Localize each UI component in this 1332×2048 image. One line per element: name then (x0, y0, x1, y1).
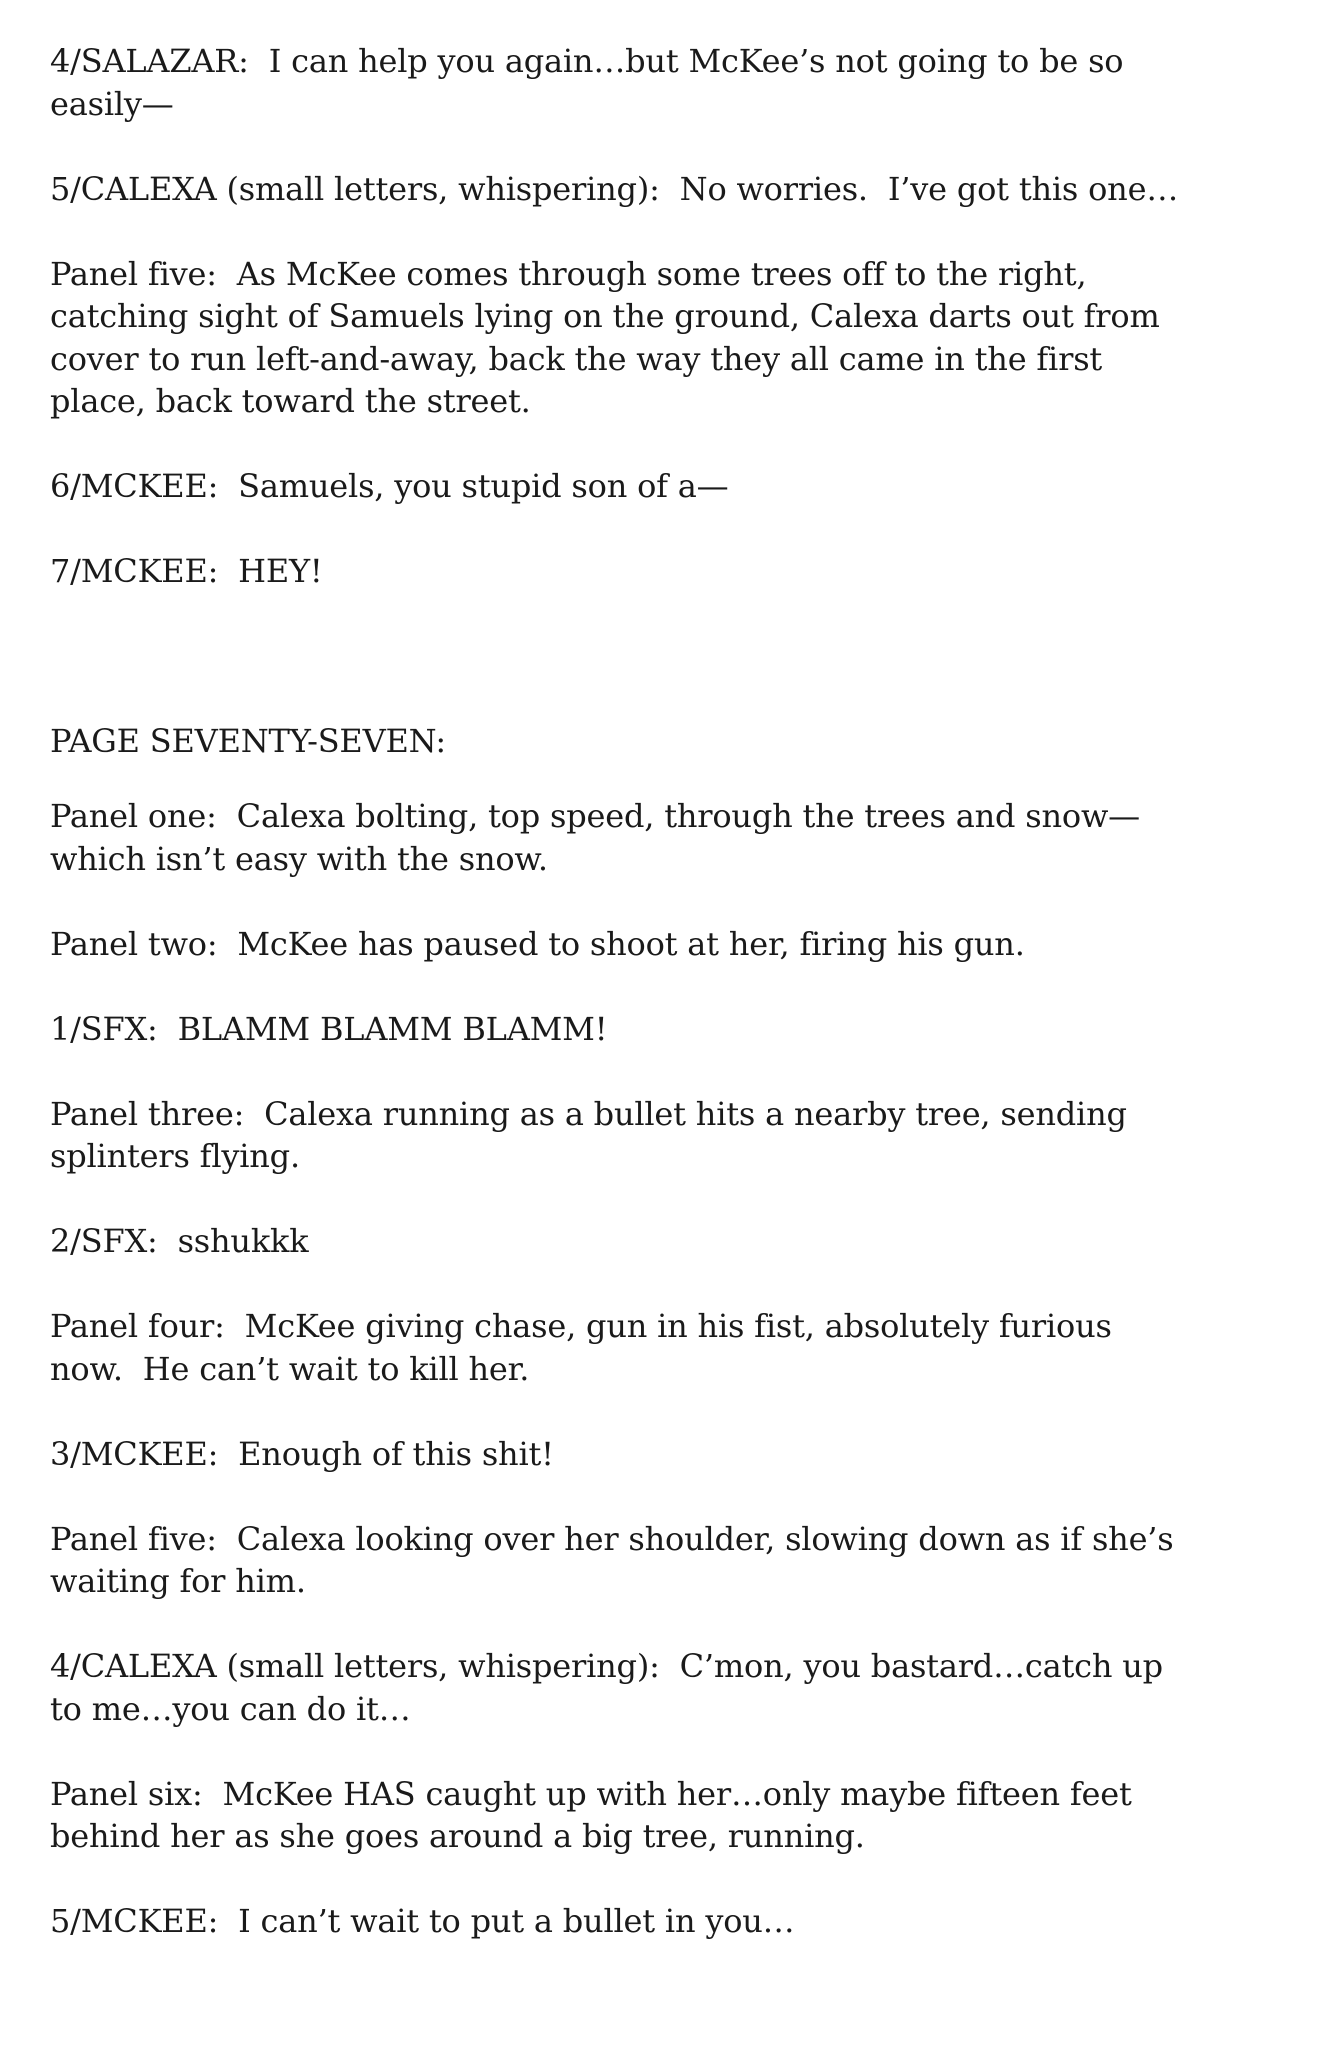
dialogue-mckee-6: 6/MCKEE: Samuels, you stupid son of a— (50, 467, 729, 505)
panel-one-description: Panel one: Calexa bolting, top speed, through the trees and snow—which isn’t easy with the snow. (50, 797, 1140, 878)
dialogue-calexa-5: 5/CALEXA (small letters, whispering): No worries. I’ve got this one… (50, 169, 1179, 208)
panel-five-description-2: Panel five: Calexa looking over her shoulder, slowing down as if she’s waiting for him. (50, 1519, 1184, 1600)
dialogue-salazar-4: 4/SALAZAR: I can help you again…but McKee’s not going to be so easily— (50, 42, 1134, 123)
dialogue-mckee-3: 3/MCKEE: Enough of this shit! (50, 1434, 554, 1473)
panel-four-description: Panel four: McKee giving chase, gun in his fist, absolutely furious now. He can’t wait to kill her. (50, 1307, 1122, 1388)
sfx-1: 1/SFX: BLAMM BLAMM BLAMM! (50, 1009, 608, 1048)
panel-six-description: Panel six: McKee HAS caught up with her…only maybe fifteen feet behind her as she goes around a big tree, running. (50, 1774, 1142, 1855)
dialogue-mckee-7: 7/MCKEE: HEY! (50, 552, 323, 590)
panel-five-description: Panel five: As McKee comes through some trees off to the right, catching sight of Samuels lying on the ground, Calexa darts out from cover to run left-and-away, back the way they all came in the first place, back toward the street. (50, 254, 1170, 420)
dialogue-mckee-5: 5/MCKEE: I can’t wait to put a bullet in you… (50, 1902, 795, 1940)
panel-three-description: Panel three: Calexa running as a bullet hits a nearby tree, sending splinters flying. (50, 1094, 1137, 1175)
script-body (50, 40, 1190, 1985)
sfx-2: 2/SFX: sshukkk (50, 1222, 309, 1260)
dialogue-calexa-4: 4/CALEXA (small letters, whispering): C’mon, you bastard…catch up to me…you can do it… (50, 1647, 1173, 1728)
page-heading: PAGE SEVENTY-SEVEN: (50, 721, 446, 760)
panel-two-description: Panel two: McKee has paused to shoot at her, firing his gun. (50, 924, 1025, 963)
